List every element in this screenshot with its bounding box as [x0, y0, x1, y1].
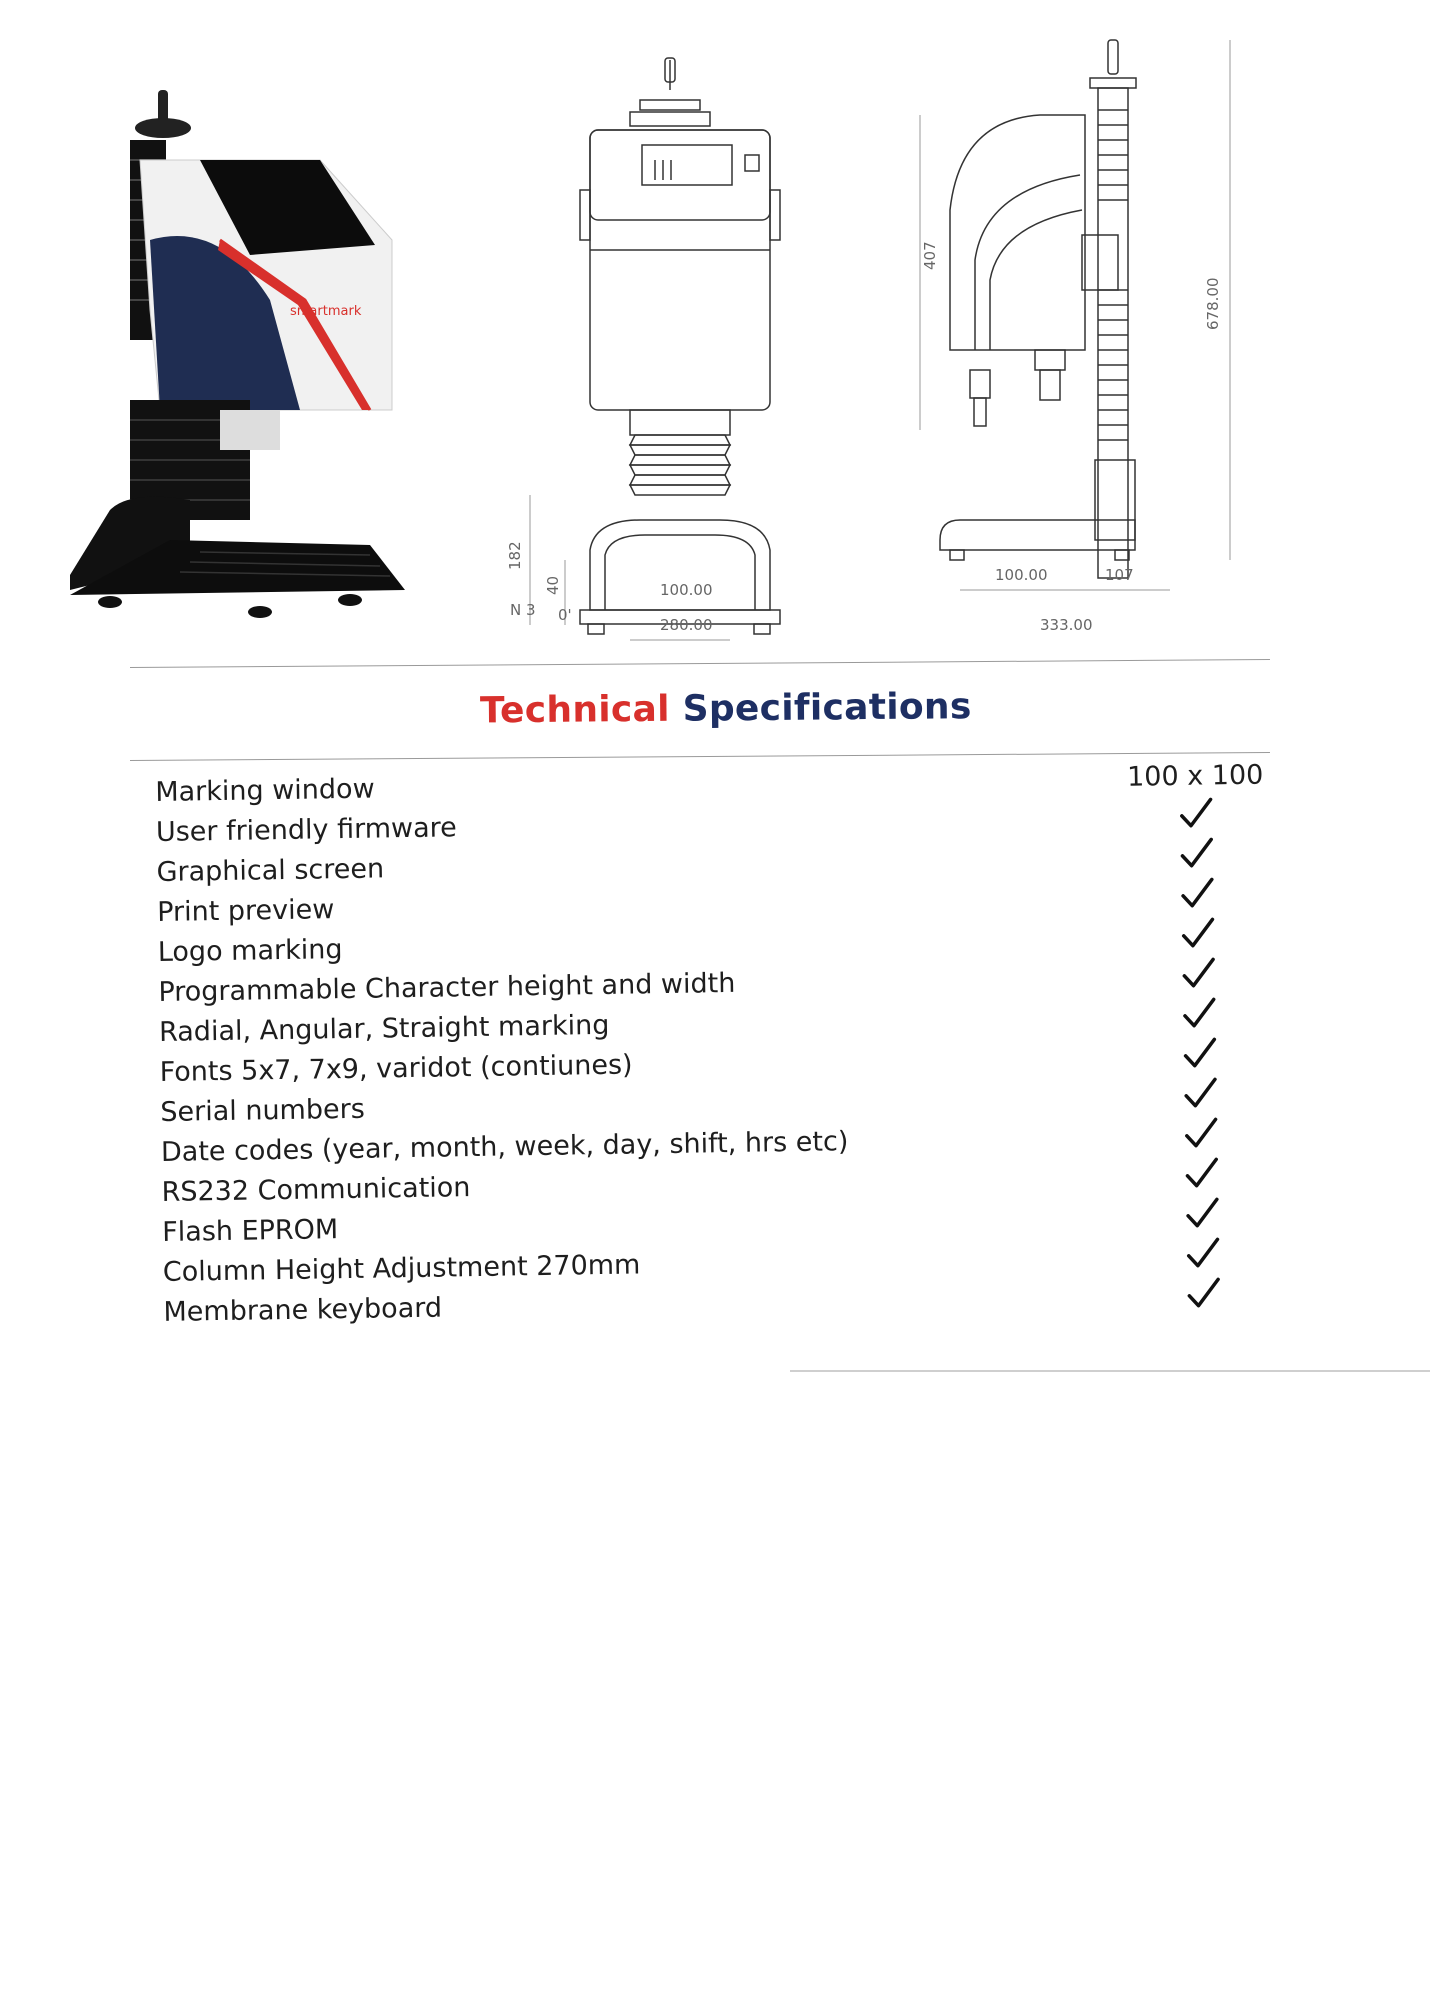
- dim-side-total-height: 678.00: [1204, 277, 1222, 330]
- spec-label: Column Height Adjustment 270mm: [162, 1248, 641, 1288]
- spec-value: 100 x 100: [1126, 759, 1264, 793]
- spec-label: Flash EPROM: [161, 1213, 339, 1248]
- check-icon: [1183, 1115, 1220, 1150]
- check-icon: [1185, 1275, 1222, 1310]
- dim-front-height: 182: [506, 541, 524, 570]
- spec-label: Date codes (year, month, week, day, shift, hrs etc): [160, 1125, 849, 1168]
- check-icon: [1179, 915, 1216, 950]
- section-heading: [480, 686, 1040, 732]
- spec-label: Logo marking: [157, 933, 343, 968]
- divider-top: [130, 659, 1270, 668]
- check-icon: [1182, 1075, 1219, 1110]
- side-view-drawing: [900, 30, 1370, 650]
- check-icon: [1184, 1195, 1221, 1230]
- product-photo: [70, 90, 410, 650]
- check-icon: [1178, 835, 1215, 870]
- spec-label: RS232 Communication: [161, 1171, 471, 1208]
- spec-label: Programmable Character height and width: [158, 967, 736, 1008]
- check-icon: [1177, 795, 1214, 830]
- scan-mark: [790, 1370, 1430, 1372]
- spec-label: Graphical screen: [156, 852, 385, 888]
- check-icon: [1184, 1235, 1221, 1270]
- dim-side-head-height: 407: [921, 241, 939, 270]
- dim-side-offset: 107: [1105, 566, 1134, 584]
- check-icon: [1181, 995, 1218, 1030]
- dim-side-base: 333.00: [1040, 616, 1093, 634]
- spec-label: Print preview: [156, 893, 335, 928]
- front-view-drawing: [500, 50, 840, 650]
- heading-word-specifications: Specifications: [682, 686, 972, 730]
- dim-side-window: 100.00: [995, 566, 1048, 584]
- origin-mark: 0': [558, 606, 572, 624]
- corner-mark: N 3: [510, 601, 536, 619]
- dim-front-base-width: 280.00: [660, 616, 713, 634]
- spec-label: Membrane keyboard: [163, 1292, 443, 1328]
- dim-front-base-height: 40: [544, 575, 562, 595]
- spec-label: User friendly firmware: [155, 811, 457, 848]
- spec-label: Marking window: [155, 773, 375, 808]
- spec-list: [155, 754, 1284, 1332]
- check-icon: [1181, 1035, 1218, 1070]
- check-icon: [1179, 875, 1216, 910]
- spec-label: Serial numbers: [160, 1093, 365, 1128]
- dim-front-window: 100.00: [660, 581, 713, 599]
- spec-label: Radial, Angular, Straight marking: [158, 1009, 610, 1048]
- check-icon: [1183, 1155, 1220, 1190]
- check-icon: [1180, 955, 1217, 990]
- heading-word-technical: Technical: [479, 688, 670, 732]
- spec-label: Fonts 5x7, 7x9, varidot (contiunes): [159, 1049, 633, 1088]
- brand-label: smartmark: [290, 304, 362, 319]
